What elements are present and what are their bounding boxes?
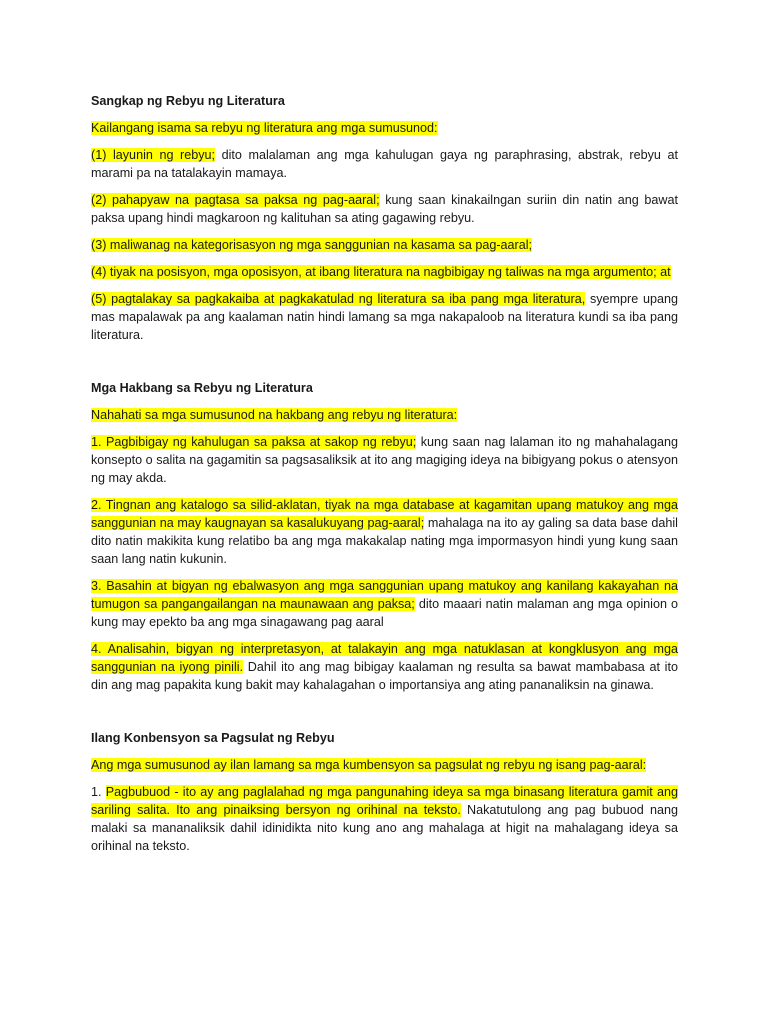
list-item xyxy=(91,640,678,694)
intro-highlight: Nahahati sa mga sumusunod na hakbang ang rebyu ng literatura: xyxy=(91,408,458,422)
document-page xyxy=(91,92,678,864)
list-item xyxy=(91,290,678,344)
list-item xyxy=(91,236,678,254)
list-item xyxy=(91,191,678,227)
item-highlight: (1) layunin ng rebyu; xyxy=(91,148,216,162)
section-heading: Sangkap ng Rebyu ng Literatura xyxy=(91,94,285,108)
list-item xyxy=(91,263,678,281)
item-highlight: Pagbubuod - ito ay ang paglalahad ng mga pangunahing ideya sa mga binasang literatura gamit ang sariling salita. Ito ang pinaiksing bersyon ng orihinal na teksto. xyxy=(91,785,678,817)
list-item xyxy=(91,783,678,855)
item-text: mahalaga na ito ay galing sa data base dahil dito natin makikita kung relatibo ba ang mga makakalap nating mga impormasyon hindi yung kung saan saan lang natin kukunin. xyxy=(91,516,678,566)
item-highlight: (5) pagtalakay sa pagkakaiba at pagkakatulad ng literatura sa iba pang mga literatura, xyxy=(91,292,586,306)
item-highlight: 3. Basahin at bigyan ng ebalwasyon ang mga sanggunian upang matukoy ang kanilang kakayahan na tumugon sa pangangailangan na maunawaan ang paksa; xyxy=(91,579,678,611)
section-hakbang xyxy=(91,379,678,694)
item-text: kung saan nag lalaman ito ng mahahalagang konsepto o salita na gagamitin sa pagsasaliksik at ito ang magiging ideya na bibigyang pokus o atensyon ng may akda. xyxy=(91,435,678,485)
section-sangkap xyxy=(91,92,678,344)
item-highlight: (3) maliwanag na kategorisasyon ng mga sanggunian na kasama sa pag-aaral; xyxy=(91,238,533,252)
item-text: dito maaari natin malaman ang mga opinion o kung may epekto ba ang mga sinagawang pag aaral xyxy=(91,597,678,629)
item-highlight: (4) tiyak na posisyon, mga oposisyon, at ibang literatura na nagbibigay ng taliwas na mga argumento; at xyxy=(91,265,671,279)
item-highlight: 2. Tingnan ang katalogo sa silid-aklatan, tiyak na mga database at kagamitan upang matukoy ang mga sanggunian na may kaugnayan sa kasalukuyang pag-aaral; xyxy=(91,498,678,530)
item-highlight: 1. Pagbibigay ng kahulugan sa paksa at sakop ng rebyu; xyxy=(91,435,417,449)
section-intro xyxy=(91,406,678,424)
intro-highlight: Kailangang isama sa rebyu ng literatura ang mga sumusunod: xyxy=(91,121,438,135)
item-prefix: 1. xyxy=(91,785,106,799)
list-item xyxy=(91,146,678,182)
section-spacer xyxy=(91,703,678,729)
item-text: dito malalaman ang mga kahulugan gaya ng paraphrasing, abstrak, rebyu at marami pa na tatalakayin mamaya. xyxy=(91,148,678,180)
section-konbensyon xyxy=(91,729,678,855)
item-text: Nakatutulong ang pag bubuod nang malaki sa mananaliksik dahil idinidikta nito kung ano ang mahalaga at higit na mahalagang ideya sa orihinal na teksto. xyxy=(91,803,678,853)
item-text: kung saan kinakailngan suriin din natin ang bawat paksa upang hindi magkaroon ng kalituhan sa ating gagawing rebyu. xyxy=(91,193,679,225)
item-text: syempre upang mas mapalawak pa ang kaalaman natin hindi lamang sa mga nakapaloob na literatura kundi sa iba pang literatura. xyxy=(91,292,678,342)
item-highlight: 4. Analisahin, bigyan ng interpretasyon, at talakayin ang mga natuklasan at kongklusyon ang mga sanggunian na iyong pinili. xyxy=(91,642,678,674)
item-highlight: (2) pahapyaw na pagtasa sa paksa ng pag-aaral; xyxy=(91,193,380,207)
section-spacer xyxy=(91,353,678,379)
list-item xyxy=(91,577,678,631)
intro-highlight: Ang mga sumusunod ay ilan lamang sa mga kumbensyon sa pagsulat ng rebyu ng isang pag-aaral: xyxy=(91,758,647,772)
section-intro xyxy=(91,119,678,137)
section-heading: Ilang Konbensyon sa Pagsulat ng Rebyu xyxy=(91,731,335,745)
list-item xyxy=(91,496,678,568)
item-text: Dahil ito ang mag bibigay kaalaman ng resulta sa bawat mambabasa at ito din ang mag papakita kung bakit may kahalagahan o importansiya ang ating pananaliksin na ginawa. xyxy=(91,660,678,692)
section-intro xyxy=(91,756,678,774)
list-item xyxy=(91,433,678,487)
section-heading: Mga Hakbang sa Rebyu ng Literatura xyxy=(91,381,313,395)
